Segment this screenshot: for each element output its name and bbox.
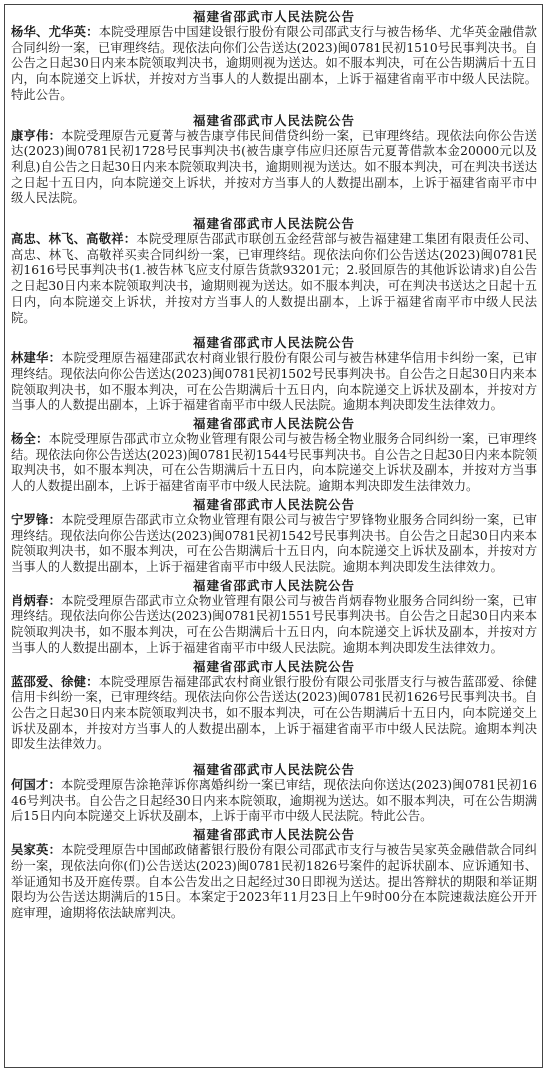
court-notice-6 xyxy=(11,497,537,576)
notice-party: 林建华： xyxy=(11,351,62,366)
notice-body xyxy=(11,129,537,208)
notice-body xyxy=(11,778,537,825)
notice-body xyxy=(11,513,537,576)
notice-title: 福建省邵武市人民法院公告 xyxy=(192,9,355,24)
notice-text: 本院受理原告中国建设银行股份有限公司邵武支行与被告杨华、尤华英金融借款合同纠纷一案，已审理终结。现依法向你们公告送达(2023)闽0781民初1510号民事判决书。自公告之日起30日内来本院领取判决书，逾期则视为送达。如不服本判决，可在公告期满后十五日内，向本院递交上诉状，并按对方当事人的人数提出副本，上诉于福建省南平市中级人民法院。特此公告。 xyxy=(11,25,537,102)
notice-party: 高忠、林飞、高敬祥： xyxy=(11,232,137,247)
notice-title: 福建省邵武市人民法院公告 xyxy=(192,112,355,128)
notice-text: 本院受理原告福建邵武农村商业银行股份有限公司张厝支行与被告蓝邵爱、徐健信用卡纠纷一案，已审理终结。现依法向你公告送达(2023)闽0781民初1626号民事判决书。自公告之日起30日内来本院领取判决书，如不服本判决，可在公告期满后十五日内，向本院递交上诉状及副本，并按对方当事人的人数提出副本，上诉于福建省南平市中级人民法院。逾期本判决即发生法律效力。 xyxy=(11,674,537,752)
notice-text: 本院受理原告涂艳萍诉你离婚纠纷一案已审结，现依法向你送达(2023)闽0781民初1646号判决书。自公告之日起经30日内来本院领取，逾期视为送达。如不服本判决，可在公告期满后15日内向本院递交上诉状及副本，上诉于南平市中级人民法院。特此公告。 xyxy=(11,778,537,824)
notice-text: 本院受理原告中国邮政储蓄银行股份有限公司邵武市支行与被告吴家英金融借款合同纠纷一案，现依法向你(们)公告送达(2023)闽0781民初1826号案件的起诉状副本、应诉通知书、举证通知书及开庭传票。自本公告发出之日起经过30日即视为送达。提出答辩状的期限和举证期限均为公告送达期满后的15日。本案定于2023年11月23日上午9时00分在本院速裁法庭公开开庭审理，逾期将依法缺席判决。 xyxy=(11,843,537,920)
notice-title: 福建省邵武市人民法院公告 xyxy=(192,827,355,843)
notice-text: 本院受理原告邵武市立众物业管理有限公司与被告肖炳春物业服务合同纠纷一案，已审理终结。现依法向你公告送达(2023)闽0781民初1551号民事判决书。自公告之日起30日内来本院领取判决书，如不服本判决，可在公告期满后十五日内，向本院递交上诉状及副本，并按对方当事人的人数提出副本，上诉于福建省南平市中级人民法院。逾期本判决即发生法律效力。 xyxy=(11,593,537,655)
notice-title: 福建省邵武市人民法院公告 xyxy=(192,658,355,674)
notice-text: 本院受理原告元夏菁与被告康亨伟民间借贷纠纷一案，已审理终结。现依法向你公告送达(2023)闽0781民初1728号民事判决书(被告康亨伟应归还原告元夏菁借款本金20000元以及利息)自公告之日起30日内来本院领取判决书，逾期则视为送达。如不服本判决，可在判决书送达之日起十五日内，向本院递交上诉状，并按对方当事人的人数提出副本，上诉于福建省南平市中级人民法院。 xyxy=(11,128,537,206)
notice-title: 福建省邵武市人民法院公告 xyxy=(192,335,355,351)
court-notice-7 xyxy=(11,578,537,657)
notice-title: 福建省邵武市人民法院公告 xyxy=(192,577,355,593)
notice-party: 杨全： xyxy=(11,432,49,447)
court-notice-9 xyxy=(11,753,537,825)
court-notice-8 xyxy=(11,659,537,754)
notice-text: 本院受理原告邵武市立众物业管理有限公司与被告杨全物业服务合同纠纷一案，已审理终结。现依法向你公告送达(2023)闽0781民初1544号民事判决书。自公告之日起30日内来本院领取判决书，如不服本判决，可在公告期满后十五日内，向本院递交上诉状及副本，并按对方当事人的人数提出副本，上诉于福建省南平市中级人民法院。逾期本判决即发生法律效力。 xyxy=(11,432,537,494)
notice-party: 吴家英： xyxy=(11,843,62,858)
notice-body xyxy=(11,432,537,495)
notice-text: 本院受理原告邵武市立众物业管理有限公司与被告宁罗锋物业服务合同纠纷一案，已审理终结。现依法向你公告送达(2023)闽0781民初1542号民事判决书。自公告之日起30日内来本院领取判决书，如不服本判决，可在公告期满后十五日内，向本院递交上诉状及副本，并按对方当事人的人数提出副本，上诉于福建省南平市中级人民法院。逾期本判决即发生法律效力。 xyxy=(11,512,537,574)
notice-title: 福建省邵武市人民法院公告 xyxy=(192,762,355,778)
notice-party: 肖炳春： xyxy=(11,593,62,608)
notice-text: 本院受理原告邵武市联创五金经营部与被告福建建工集团有限责任公司、高忠、林飞、高敬祥买卖合同纠纷一案，已审理终结。现依法向你们公告送达(2023)闽0781民初1616号民事判决书(1.被告林飞应支付原告货款93201元；2.驳回原告的其他诉讼请求)自公告之日起30日内来本院领取判决书，逾期则视为送达。如不服本判决，可在判决书送达之日起十五日内，向本院递交上诉状，并按对方当事人的人数提出副本，上诉于福建省南平市中级人民法院。 xyxy=(11,232,537,325)
court-notice-4 xyxy=(11,326,537,414)
court-notice-1 xyxy=(11,9,537,104)
notice-party: 蓝邵爱、徐健： xyxy=(11,674,99,689)
notice-text: 本院受理原告福建邵武农村商业银行股份有限公司与被告林建华信用卡纠纷一案，已审理终结。现依法向你公告送达(2023)闽0781民初1502号民事判决书。自公告之日起30日内来本院领取判决书，如不服本判决，可在公告期满后十五日内，向本院递交上诉状及副本，并按对方当事人的人数提出副本，上诉于福建省南平市中级人民法院。逾期本判决即发生法律效力。 xyxy=(11,351,537,413)
notice-party: 何国才： xyxy=(11,778,62,793)
notice-body xyxy=(11,232,537,326)
notice-title: 福建省邵武市人民法院公告 xyxy=(192,496,355,512)
court-notice-10 xyxy=(11,827,537,922)
notice-body xyxy=(11,675,537,754)
notice-title: 福建省邵武市人民法院公告 xyxy=(192,216,355,232)
notice-body xyxy=(11,351,537,414)
notice-title: 福建省邵武市人民法院公告 xyxy=(192,416,355,432)
notice-body xyxy=(11,25,537,104)
notice-body xyxy=(11,594,537,657)
court-notice-2 xyxy=(11,104,537,208)
notice-body xyxy=(11,843,537,922)
newspaper-notice-page xyxy=(4,4,543,1068)
court-notice-3 xyxy=(11,207,537,326)
notice-party: 杨华、尤华英： xyxy=(11,25,99,39)
court-notice-5 xyxy=(11,416,537,495)
notice-party: 康亨伟： xyxy=(11,128,62,143)
notice-party: 宁罗锋： xyxy=(11,512,62,527)
